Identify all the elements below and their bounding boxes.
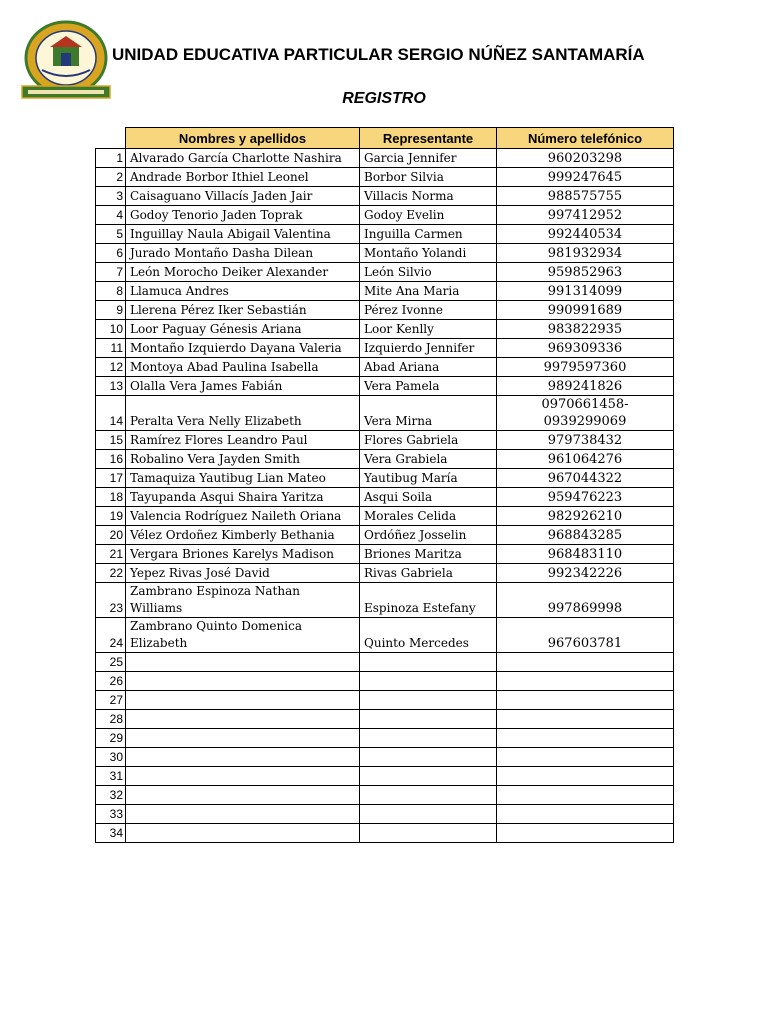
row-number: 11 bbox=[96, 339, 126, 358]
table-row bbox=[96, 469, 674, 488]
student-name: León Morocho Deiker Alexander bbox=[126, 263, 360, 282]
student-name: Ramírez Flores Leandro Paul bbox=[126, 431, 360, 450]
representative-name: Vera Grabiela bbox=[360, 450, 497, 469]
table-row bbox=[96, 301, 674, 320]
student-name: Peralta Vera Nelly Elizabeth bbox=[126, 396, 360, 431]
student-name: Godoy Tenorio Jaden Toprak bbox=[126, 206, 360, 225]
school-name: UNIDAD EDUCATIVA PARTICULAR SERGIO NÚÑEZ SANTAMARÍA bbox=[112, 45, 645, 64]
student-name: Alvarado García Charlotte Nashira bbox=[126, 149, 360, 168]
phone-number: 988575755 bbox=[497, 187, 674, 206]
representative-name: Inguilla Carmen bbox=[360, 225, 497, 244]
table-row bbox=[96, 545, 674, 564]
register-table-body bbox=[96, 149, 674, 843]
table-row bbox=[96, 358, 674, 377]
table-row bbox=[96, 320, 674, 339]
representative-name bbox=[360, 691, 497, 710]
representative-name: Vera Mirna bbox=[360, 396, 497, 431]
phone-number bbox=[497, 729, 674, 748]
phone-number: 992342226 bbox=[497, 564, 674, 583]
row-number: 26 bbox=[96, 672, 126, 691]
phone-number bbox=[497, 672, 674, 691]
phone-number: 959852963 bbox=[497, 263, 674, 282]
phone-number: 961064276 bbox=[497, 450, 674, 469]
row-number: 32 bbox=[96, 786, 126, 805]
table-row bbox=[96, 691, 674, 710]
table-row bbox=[96, 168, 674, 187]
phone-number bbox=[497, 653, 674, 672]
table-row bbox=[96, 396, 674, 431]
phone-number: 960203298 bbox=[497, 149, 674, 168]
table-row bbox=[96, 672, 674, 691]
student-name: Andrade Borbor Ithiel Leonel bbox=[126, 168, 360, 187]
student-name: Tamaquiza Yautibug Lian Mateo bbox=[126, 469, 360, 488]
document-title: REGISTRO bbox=[342, 90, 426, 107]
representative-name: Quinto Mercedes bbox=[360, 618, 497, 653]
row-number: 23 bbox=[96, 583, 126, 618]
phone-number: 959476223 bbox=[497, 488, 674, 507]
representative-name: Loor Kenlly bbox=[360, 320, 497, 339]
student-name: Caisaguano Villacís Jaden Jair bbox=[126, 187, 360, 206]
student-name bbox=[126, 824, 360, 843]
table-row bbox=[96, 767, 674, 786]
phone-number: 967044322 bbox=[497, 469, 674, 488]
student-name bbox=[126, 767, 360, 786]
representative-name bbox=[360, 653, 497, 672]
row-number: 7 bbox=[96, 263, 126, 282]
representative-name: Asqui Soila bbox=[360, 488, 497, 507]
student-name: Montaño Izquierdo Dayana Valeria bbox=[126, 339, 360, 358]
table-row bbox=[96, 748, 674, 767]
table-row bbox=[96, 618, 674, 653]
table-row bbox=[96, 729, 674, 748]
representative-name bbox=[360, 786, 497, 805]
table-row bbox=[96, 805, 674, 824]
phone-number: 991314099 bbox=[497, 282, 674, 301]
row-number: 31 bbox=[96, 767, 126, 786]
student-name bbox=[126, 672, 360, 691]
phone-number: 983822935 bbox=[497, 320, 674, 339]
row-number: 34 bbox=[96, 824, 126, 843]
student-name bbox=[126, 691, 360, 710]
phone-number: 997412952 bbox=[497, 206, 674, 225]
representative-name: Flores Gabriela bbox=[360, 431, 497, 450]
row-number: 13 bbox=[96, 377, 126, 396]
table-row bbox=[96, 149, 674, 168]
phone-number bbox=[497, 767, 674, 786]
row-number: 9 bbox=[96, 301, 126, 320]
student-name: Inguillay Naula Abigail Valentina bbox=[126, 225, 360, 244]
representative-name: Garcia Jennifer bbox=[360, 149, 497, 168]
row-number: 14 bbox=[96, 396, 126, 431]
table-row bbox=[96, 564, 674, 583]
representative-name: Abad Ariana bbox=[360, 358, 497, 377]
phone-number: 9979597360 bbox=[497, 358, 674, 377]
table-row bbox=[96, 488, 674, 507]
student-name: Valencia Rodríguez Naileth Oriana bbox=[126, 507, 360, 526]
row-number: 30 bbox=[96, 748, 126, 767]
representative-name: Izquierdo Jennifer bbox=[360, 339, 497, 358]
phone-number: 0970661458-0939299069 bbox=[497, 396, 674, 431]
representative-name: Espinoza Estefany bbox=[360, 583, 497, 618]
phone-number bbox=[497, 786, 674, 805]
student-name: Tayupanda Asqui Shaira Yaritza bbox=[126, 488, 360, 507]
student-name: Olalla Vera James Fabián bbox=[126, 377, 360, 396]
row-number: 17 bbox=[96, 469, 126, 488]
table-row bbox=[96, 187, 674, 206]
student-name: Zambrano Espinoza Nathan Williams bbox=[126, 583, 360, 618]
phone-number: 968843285 bbox=[497, 526, 674, 545]
row-number: 19 bbox=[96, 507, 126, 526]
header-phone: Número telefónico bbox=[497, 128, 674, 149]
student-name: Llamuca Andres bbox=[126, 282, 360, 301]
phone-number: 969309336 bbox=[497, 339, 674, 358]
representative-name: Ordóñez Josselin bbox=[360, 526, 497, 545]
student-name bbox=[126, 748, 360, 767]
row-number: 8 bbox=[96, 282, 126, 301]
representative-name: Yautibug María bbox=[360, 469, 497, 488]
row-number: 15 bbox=[96, 431, 126, 450]
table-row bbox=[96, 244, 674, 263]
header-representative: Representante bbox=[360, 128, 497, 149]
phone-number bbox=[497, 691, 674, 710]
student-name: Llerena Pérez Iker Sebastián bbox=[126, 301, 360, 320]
row-number: 3 bbox=[96, 187, 126, 206]
representative-name: Morales Celida bbox=[360, 507, 497, 526]
phone-number: 999247645 bbox=[497, 168, 674, 187]
row-number: 5 bbox=[96, 225, 126, 244]
table-row bbox=[96, 206, 674, 225]
phone-number: 979738432 bbox=[497, 431, 674, 450]
row-number: 28 bbox=[96, 710, 126, 729]
row-number: 1 bbox=[96, 149, 126, 168]
representative-name bbox=[360, 824, 497, 843]
row-number: 6 bbox=[96, 244, 126, 263]
row-number: 16 bbox=[96, 450, 126, 469]
student-name bbox=[126, 805, 360, 824]
phone-number: 997869998 bbox=[497, 583, 674, 618]
table-row bbox=[96, 583, 674, 618]
phone-number: 982926210 bbox=[497, 507, 674, 526]
phone-number: 989241826 bbox=[497, 377, 674, 396]
table-row bbox=[96, 507, 674, 526]
phone-number: 981932934 bbox=[497, 244, 674, 263]
row-number: 12 bbox=[96, 358, 126, 377]
student-name: Yepez Rivas José David bbox=[126, 564, 360, 583]
phone-number: 992440534 bbox=[497, 225, 674, 244]
student-name: Vergara Briones Karelys Madison bbox=[126, 545, 360, 564]
table-row bbox=[96, 339, 674, 358]
representative-name: Mite Ana Maria bbox=[360, 282, 497, 301]
row-number: 18 bbox=[96, 488, 126, 507]
representative-name: Pérez Ivonne bbox=[360, 301, 497, 320]
student-name: Zambrano Quinto Domenica Elizabeth bbox=[126, 618, 360, 653]
table-row bbox=[96, 431, 674, 450]
student-name: Montoya Abad Paulina Isabella bbox=[126, 358, 360, 377]
header-names: Nombres y apellidos bbox=[126, 128, 360, 149]
phone-number bbox=[497, 748, 674, 767]
student-name: Vélez Ordoñez Kimberly Bethania bbox=[126, 526, 360, 545]
representative-name: Villacis Norma bbox=[360, 187, 497, 206]
student-name bbox=[126, 786, 360, 805]
representative-name bbox=[360, 710, 497, 729]
row-number: 20 bbox=[96, 526, 126, 545]
phone-number bbox=[497, 710, 674, 729]
row-number: 22 bbox=[96, 564, 126, 583]
table-row bbox=[96, 710, 674, 729]
table-row bbox=[96, 450, 674, 469]
header-number-cell bbox=[96, 128, 126, 149]
phone-number: 990991689 bbox=[497, 301, 674, 320]
row-number: 25 bbox=[96, 653, 126, 672]
phone-number bbox=[497, 805, 674, 824]
student-name: Robalino Vera Jayden Smith bbox=[126, 450, 360, 469]
row-number: 10 bbox=[96, 320, 126, 339]
table-row bbox=[96, 377, 674, 396]
student-name bbox=[126, 710, 360, 729]
register-table bbox=[95, 127, 674, 843]
table-row bbox=[96, 263, 674, 282]
representative-name bbox=[360, 748, 497, 767]
phone-number bbox=[497, 824, 674, 843]
table-row bbox=[96, 282, 674, 301]
student-name: Loor Paguay Génesis Ariana bbox=[126, 320, 360, 339]
table-row bbox=[96, 225, 674, 244]
student-name: Jurado Montaño Dasha Dilean bbox=[126, 244, 360, 263]
phone-number: 968483110 bbox=[497, 545, 674, 564]
representative-name: Rivas Gabriela bbox=[360, 564, 497, 583]
row-number: 24 bbox=[96, 618, 126, 653]
representative-name bbox=[360, 729, 497, 748]
representative-name: Montaño Yolandi bbox=[360, 244, 497, 263]
representative-name: Borbor Silvia bbox=[360, 168, 497, 187]
phone-number: 967603781 bbox=[497, 618, 674, 653]
representative-name: Godoy Evelin bbox=[360, 206, 497, 225]
table-header-row bbox=[96, 128, 674, 149]
row-number: 33 bbox=[96, 805, 126, 824]
representative-name bbox=[360, 672, 497, 691]
representative-name bbox=[360, 805, 497, 824]
representative-name: Vera Pamela bbox=[360, 377, 497, 396]
table-row bbox=[96, 526, 674, 545]
table-row bbox=[96, 824, 674, 843]
representative-name: León Silvio bbox=[360, 263, 497, 282]
row-number: 2 bbox=[96, 168, 126, 187]
student-name bbox=[126, 653, 360, 672]
row-number: 21 bbox=[96, 545, 126, 564]
row-number: 4 bbox=[96, 206, 126, 225]
table-row bbox=[96, 653, 674, 672]
row-number: 29 bbox=[96, 729, 126, 748]
representative-name: Briones Maritza bbox=[360, 545, 497, 564]
representative-name bbox=[360, 767, 497, 786]
table-row bbox=[96, 786, 674, 805]
row-number: 27 bbox=[96, 691, 126, 710]
student-name bbox=[126, 729, 360, 748]
